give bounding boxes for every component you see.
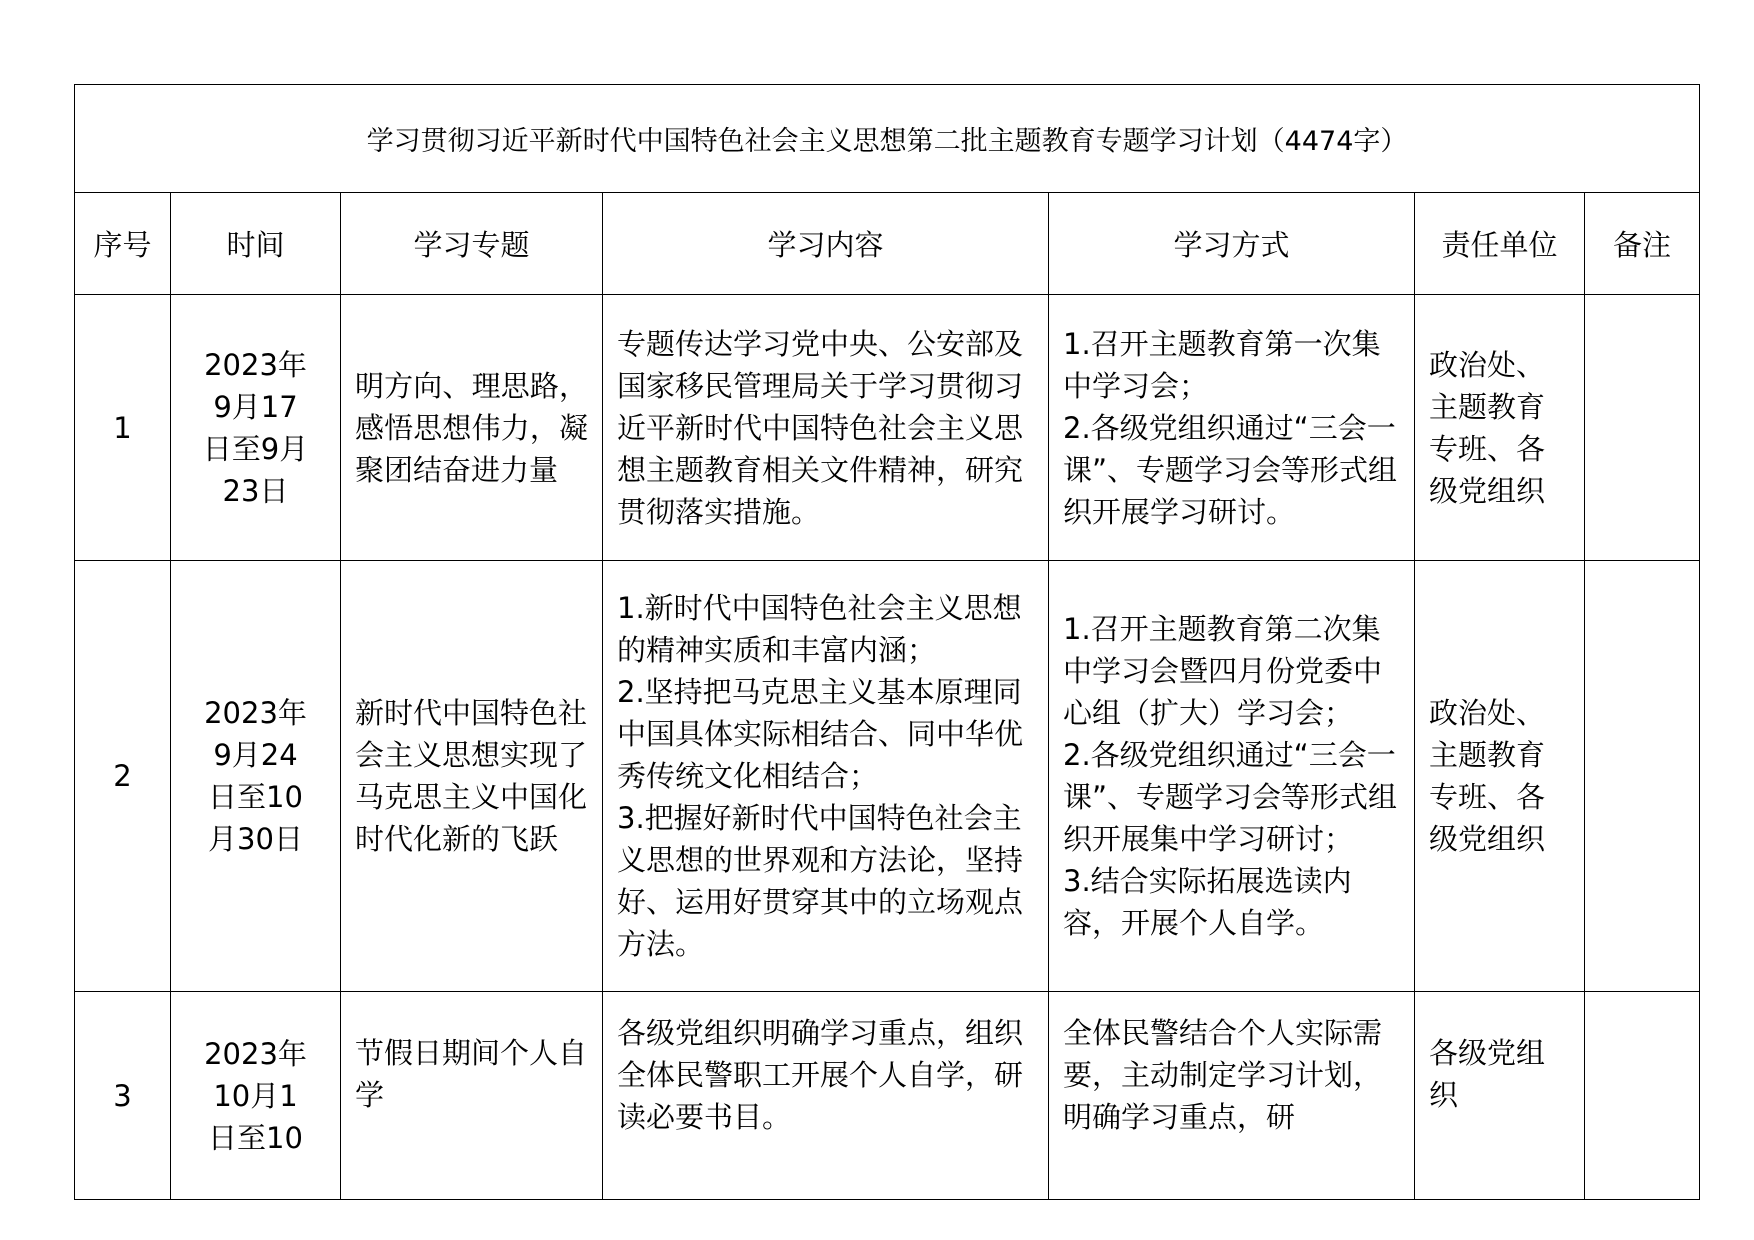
time-text: 2023年 9月24 日至10 月30日 [204,696,307,856]
cell-method [1049,295,1415,561]
cell-unit [1415,295,1585,561]
header-method: 学习方式 [1049,193,1415,295]
cell-unit [1415,561,1585,992]
content-text: 专题传达学习党中央、公安部及国家移民管理局关于学习贯彻习近平新时代中国特色社会主义思想主题教育相关文件精神，研究贯彻落实措施。 [617,326,1024,529]
header-remark: 备注 [1585,193,1700,295]
cell-time [171,295,341,561]
cell-seq [75,992,171,1200]
cell-content [603,295,1049,561]
header-content: 学习内容 [603,193,1049,295]
cell-topic [341,295,603,561]
header-time: 时间 [171,193,341,295]
topic-text: 节假日期间个人自学 [355,1036,588,1112]
time-text: 2023年 10月1 日至10 [204,1036,307,1155]
seq-text: 3 [113,1078,132,1113]
cell-seq [75,561,171,992]
topic-text: 新时代中国特色社会主义思想实现了马克思主义中国化时代化新的飞跃 [355,696,588,856]
title-row [75,85,1700,193]
cell-remark [1585,992,1700,1200]
cell-content [603,561,1049,992]
cell-topic [341,561,603,992]
study-plan-table [74,84,1700,1200]
unit-text: 政治处、主题教育专班、各级党组织 [1429,696,1546,856]
table-row [75,992,1700,1200]
method-text: 1.召开主题教育第二次集中学习会暨四月份党委中心组（扩大）学习会； 2.各级党组织通过“三会一课”、专题学习会等形式组织开展集中学习研讨； 3.结合实际拓展选读内容，开展个人自学。 [1063,612,1398,940]
cell-content [603,992,1049,1200]
topic-text: 明方向、理思路，感悟思想伟力，凝聚团结奋进力量 [355,368,588,487]
cell-topic [341,992,603,1200]
header-topic: 学习专题 [341,193,603,295]
time-text: 2023年 9月17 日至9月 23日 [202,347,309,508]
content-text: 各级党组织明确学习重点，组织全体民警职工开展个人自学，研读必要书目。 [617,1016,1024,1134]
seq-text: 2 [113,759,132,793]
table-row [75,295,1700,561]
method-text: 1.召开主题教育第一次集中学习会； 2.各级党组织通过“三会一课”、专题学习会等形式组织开展学习研讨。 [1063,326,1398,529]
method-text: 全体民警结合个人实际需要，主动制定学习计划，明确学习重点，研 [1063,1016,1383,1134]
cell-unit [1415,992,1585,1200]
header-seq: 序号 [75,193,171,295]
cell-method [1049,992,1415,1200]
cell-time [171,992,341,1200]
cell-method [1049,561,1415,992]
table-row [75,561,1700,992]
unit-text: 各级党组织 [1429,1036,1546,1112]
seq-text: 1 [113,410,132,445]
content-text: 1.新时代中国特色社会主义思想的精神实质和丰富内涵； 2.坚持把马克思主义基本原理同中国具体实际相结合、同中华优秀传统文化相结合； 3.把握好新时代中国特色社会主义思想的世界观和方法论，坚持好、运用好贯穿其中的立场观点方法。 [617,591,1024,961]
cell-remark [1585,561,1700,992]
cell-time [171,561,341,992]
cell-remark [1585,295,1700,561]
table-title: 学习贯彻习近平新时代中国特色社会主义思想第二批主题教育专题学习计划（4474字） [75,85,1700,193]
unit-text: 政治处、主题教育专班、各级党组织 [1429,347,1546,508]
header-unit: 责任单位 [1415,193,1585,295]
cell-seq [75,295,171,561]
header-row [75,193,1700,295]
